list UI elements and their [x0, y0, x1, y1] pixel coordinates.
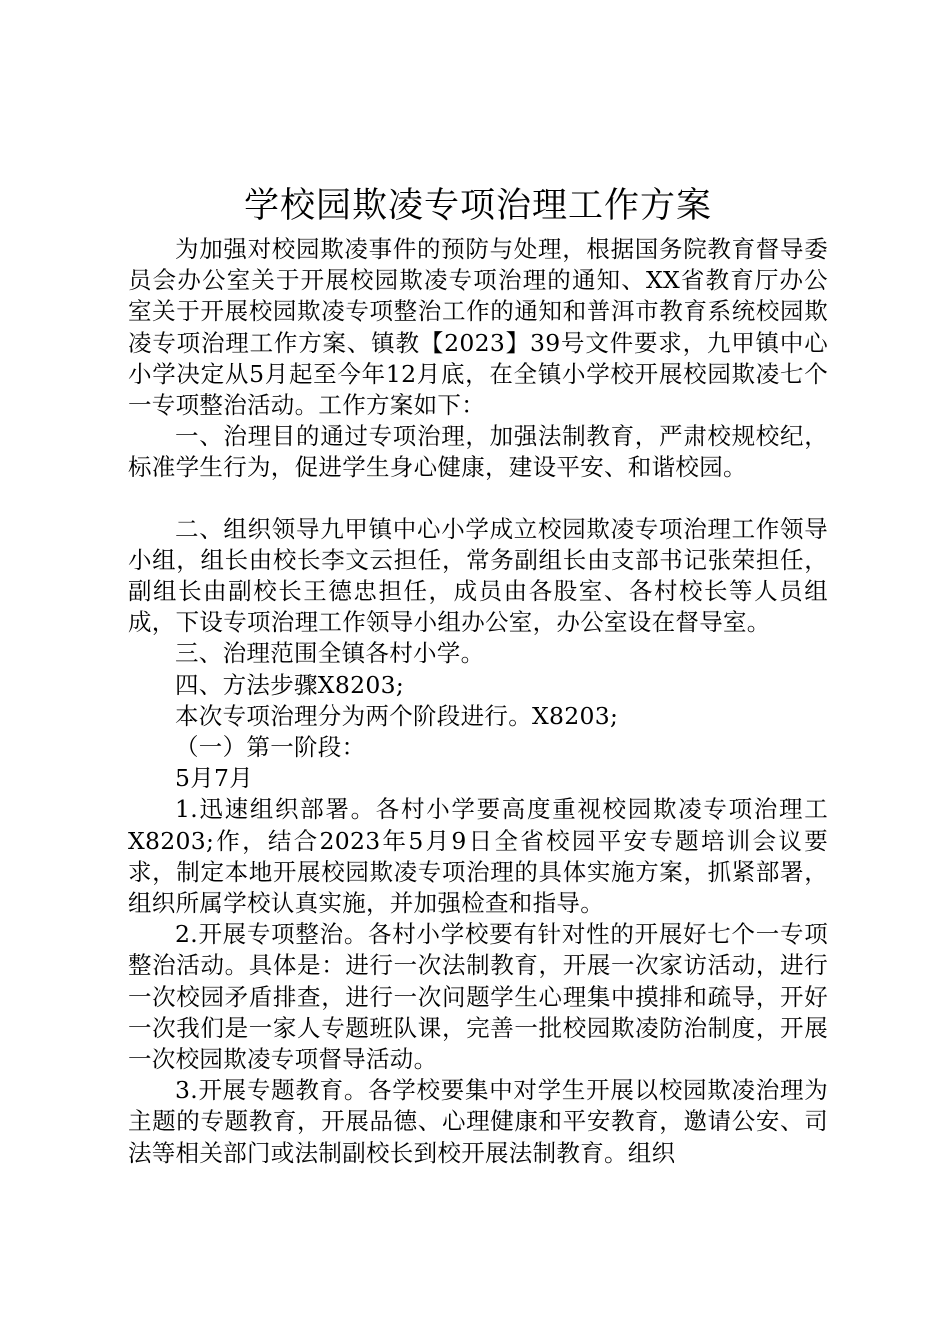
intro-paragraph: 为加强对校园欺凌事件的预防与处理，根据国务院教育督导委员会办公室关于开展校园欺凌专项治理的通知、XX省教育厅办公室关于开展校园欺凌专项整治工作的通知和普洱市教育系统校园欺凌专项治理工作方案、镇教【2023】39号文件要求，九甲镇中心小学决定从5月起至今年12月底，在全镇小学校开展校园欺凌七个一专项整治活动。工作方案如下：: [128, 235, 828, 420]
item-1-paragraph: 1.迅速组织部署。各村小学要高度重视校园欺凌专项治理工X8203;作，结合2023年5月9日全省校园平安专题培训会议要求，制定本地开展校园欺凌专项治理的具体实施方案，抓紧部署，组织所属学校认真实施，并加强检查和指导。: [128, 795, 828, 918]
stage-one-heading: （一）第一阶段：: [175, 733, 366, 762]
stages-paragraph: 本次专项治理分为两个阶段进行。X8203;: [175, 701, 619, 730]
document-title: 学校园欺凌专项治理工作方案: [243, 186, 712, 226]
item-3-paragraph: 3.开展专题教育。各学校要集中对学生开展以校园欺凌治理为主题的专题教育，开展品德、心理健康和平安教育，邀请公安、司法等相关部门或法制副校长到校开展法制教育。组织: [128, 1076, 828, 1167]
paragraph-gap: [128, 484, 828, 514]
section-scope-paragraph: 三、治理范围全镇各村小学。: [175, 639, 485, 668]
item-2-paragraph: 2.开展专项整治。各村小学校要有针对性的开展好七个一专项整治活动。具体是：进行一次法制教育，开展一次家访活动，进行一次校园矛盾排查，进行一次问题学生心理集中摸排和疏导，开好一次我们是一家人专题班队课，完善一批校园欺凌防治制度，开展一次校园欺凌专项督导活动。: [128, 920, 828, 1074]
document-page: [128, 180, 828, 1169]
section-goal-paragraph: 一、治理目的通过专项治理，加强法制教育，严肃校规校纪，标准学生行为，促进学生身心健康，建设平安、和谐校园。: [128, 422, 828, 482]
stage-one-period: 5月7月: [175, 764, 254, 793]
section-steps-heading: 四、方法步骤X8203;: [175, 670, 405, 699]
section-organization-paragraph: 二、组织领导九甲镇中心小学成立校园欺凌专项治理工作领导小组，组长由校长李文云担任，常务副组长由支部书记张荣担任，副组长由副校长王德忠担任，成员由各股室、各村校长等人员组成，下设专项治理工作领导小组办公室，办公室设在督导室。: [128, 514, 828, 637]
